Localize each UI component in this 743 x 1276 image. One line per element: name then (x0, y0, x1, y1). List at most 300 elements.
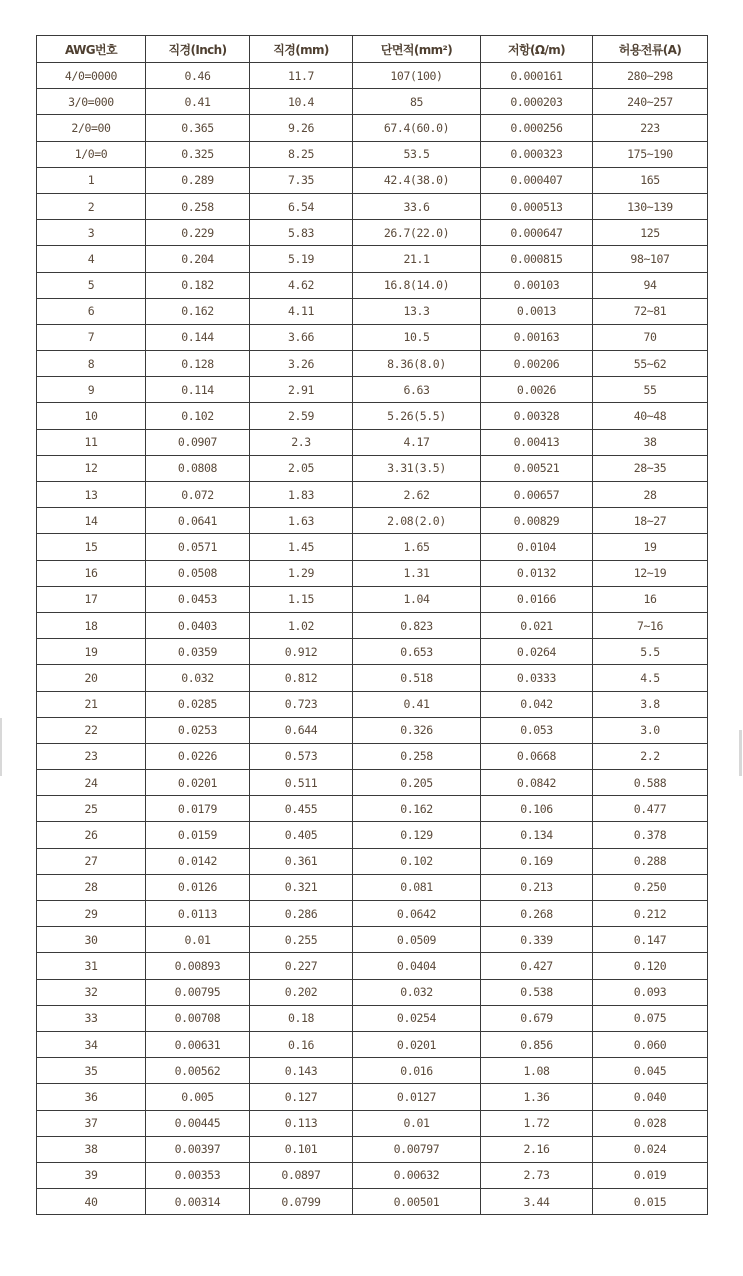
right-edge-mark (739, 730, 742, 776)
cell-resistance: 0.169 (481, 848, 593, 874)
cell-allowable-current: 0.250 (593, 874, 708, 900)
cell-allowable-current: 130~139 (593, 193, 708, 219)
cell-awg-number: 15 (37, 534, 146, 560)
cell-diameter-inch: 0.00397 (146, 1136, 250, 1162)
table-row (37, 822, 708, 848)
cell-awg-number: 29 (37, 901, 146, 927)
cell-allowable-current: 28~35 (593, 455, 708, 481)
cell-cross-section-area: 0.102 (353, 848, 481, 874)
table-row (37, 141, 708, 167)
cell-diameter-inch: 0.00795 (146, 979, 250, 1005)
table-row (37, 1031, 708, 1057)
cell-cross-section-area: 1.65 (353, 534, 481, 560)
table-row (37, 691, 708, 717)
cell-diameter-inch: 0.00353 (146, 1162, 250, 1188)
cell-allowable-current: 70 (593, 324, 708, 350)
cell-diameter-inch: 0.46 (146, 63, 250, 89)
cell-diameter-mm: 1.63 (250, 508, 353, 534)
cell-resistance: 0.0842 (481, 770, 593, 796)
cell-diameter-inch: 0.00445 (146, 1110, 250, 1136)
cell-awg-number: 12 (37, 455, 146, 481)
left-edge-mark (0, 718, 2, 776)
cell-diameter-inch: 0.162 (146, 298, 250, 324)
cell-awg-number: 40 (37, 1189, 146, 1215)
table-row (37, 639, 708, 665)
cell-diameter-mm: 6.54 (250, 193, 353, 219)
column-header-allowable-current: 허용전류(A) (593, 36, 708, 63)
cell-resistance: 0.213 (481, 874, 593, 900)
cell-awg-number: 1/0=0 (37, 141, 146, 167)
cell-diameter-mm: 0.16 (250, 1031, 353, 1057)
cell-diameter-inch: 0.0113 (146, 901, 250, 927)
cell-cross-section-area: 0.016 (353, 1058, 481, 1084)
cell-allowable-current: 7~16 (593, 612, 708, 638)
cell-awg-number: 7 (37, 324, 146, 350)
awg-wire-gauge-table (36, 35, 708, 1215)
cell-diameter-mm: 0.227 (250, 953, 353, 979)
table-row (37, 298, 708, 324)
cell-resistance: 0.00829 (481, 508, 593, 534)
cell-diameter-inch: 0.00631 (146, 1031, 250, 1057)
cell-diameter-inch: 0.258 (146, 193, 250, 219)
cell-diameter-mm: 1.83 (250, 482, 353, 508)
table-row (37, 193, 708, 219)
table-row (37, 1162, 708, 1188)
cell-resistance: 0.339 (481, 927, 593, 953)
cell-cross-section-area: 2.62 (353, 482, 481, 508)
table-row (37, 717, 708, 743)
table-row (37, 612, 708, 638)
cell-allowable-current: 18~27 (593, 508, 708, 534)
table-row (37, 508, 708, 534)
cell-cross-section-area: 0.01 (353, 1110, 481, 1136)
cell-awg-number: 4 (37, 246, 146, 272)
cell-awg-number: 3 (37, 220, 146, 246)
cell-diameter-mm: 0.723 (250, 691, 353, 717)
table-row (37, 351, 708, 377)
awg-table-container (36, 35, 708, 1215)
cell-diameter-inch: 0.0571 (146, 534, 250, 560)
cell-awg-number: 30 (37, 927, 146, 953)
cell-resistance: 0.021 (481, 612, 593, 638)
cell-resistance: 0.268 (481, 901, 593, 927)
cell-allowable-current: 94 (593, 272, 708, 298)
cell-allowable-current: 0.028 (593, 1110, 708, 1136)
cell-diameter-inch: 0.289 (146, 167, 250, 193)
cell-diameter-inch: 0.0453 (146, 586, 250, 612)
cell-cross-section-area: 1.04 (353, 586, 481, 612)
cell-resistance: 0.134 (481, 822, 593, 848)
cell-resistance: 0.0013 (481, 298, 593, 324)
cell-awg-number: 32 (37, 979, 146, 1005)
cell-resistance: 0.053 (481, 717, 593, 743)
cell-awg-number: 5 (37, 272, 146, 298)
table-row (37, 455, 708, 481)
cell-diameter-inch: 0.00708 (146, 1005, 250, 1031)
cell-allowable-current: 19 (593, 534, 708, 560)
cell-cross-section-area: 0.653 (353, 639, 481, 665)
cell-allowable-current: 0.588 (593, 770, 708, 796)
cell-diameter-mm: 0.511 (250, 770, 353, 796)
cell-awg-number: 3/0=000 (37, 89, 146, 115)
cell-diameter-inch: 0.114 (146, 377, 250, 403)
cell-diameter-mm: 0.812 (250, 665, 353, 691)
cell-allowable-current: 55~62 (593, 351, 708, 377)
cell-cross-section-area: 0.0254 (353, 1005, 481, 1031)
cell-diameter-mm: 0.644 (250, 717, 353, 743)
cell-resistance: 2.16 (481, 1136, 593, 1162)
cell-diameter-inch: 0.41 (146, 89, 250, 115)
cell-diameter-inch: 0.128 (146, 351, 250, 377)
table-row (37, 246, 708, 272)
cell-diameter-inch: 0.229 (146, 220, 250, 246)
cell-allowable-current: 280~298 (593, 63, 708, 89)
table-row (37, 665, 708, 691)
cell-awg-number: 20 (37, 665, 146, 691)
cell-allowable-current: 240~257 (593, 89, 708, 115)
table-row (37, 1189, 708, 1215)
table-row (37, 1058, 708, 1084)
cell-awg-number: 19 (37, 639, 146, 665)
cell-cross-section-area: 0.129 (353, 822, 481, 848)
cell-awg-number: 21 (37, 691, 146, 717)
cell-cross-section-area: 0.032 (353, 979, 481, 1005)
cell-diameter-mm: 10.4 (250, 89, 353, 115)
cell-awg-number: 4/0=0000 (37, 63, 146, 89)
cell-awg-number: 18 (37, 612, 146, 638)
cell-resistance: 0.00163 (481, 324, 593, 350)
cell-diameter-mm: 2.3 (250, 429, 353, 455)
cell-allowable-current: 40~48 (593, 403, 708, 429)
cell-resistance: 0.0668 (481, 743, 593, 769)
cell-resistance: 0.0264 (481, 639, 593, 665)
cell-diameter-inch: 0.032 (146, 665, 250, 691)
table-row (37, 586, 708, 612)
cell-diameter-mm: 0.101 (250, 1136, 353, 1162)
cell-diameter-mm: 0.202 (250, 979, 353, 1005)
cell-diameter-mm: 0.0897 (250, 1162, 353, 1188)
cell-resistance: 0.00206 (481, 351, 593, 377)
cell-diameter-mm: 11.7 (250, 63, 353, 89)
cell-diameter-mm: 5.83 (250, 220, 353, 246)
cell-cross-section-area: 13.3 (353, 298, 481, 324)
cell-cross-section-area: 16.8(14.0) (353, 272, 481, 298)
cell-diameter-inch: 0.325 (146, 141, 250, 167)
cell-diameter-mm: 0.143 (250, 1058, 353, 1084)
table-row (37, 220, 708, 246)
cell-diameter-inch: 0.005 (146, 1084, 250, 1110)
cell-allowable-current: 125 (593, 220, 708, 246)
cell-resistance: 0.000256 (481, 115, 593, 141)
table-row (37, 115, 708, 141)
cell-allowable-current: 0.093 (593, 979, 708, 1005)
cell-resistance: 2.73 (481, 1162, 593, 1188)
cell-diameter-mm: 0.286 (250, 901, 353, 927)
cell-diameter-mm: 0.361 (250, 848, 353, 874)
cell-resistance: 0.000513 (481, 193, 593, 219)
cell-diameter-mm: 2.05 (250, 455, 353, 481)
cell-cross-section-area: 26.7(22.0) (353, 220, 481, 246)
cell-cross-section-area: 6.63 (353, 377, 481, 403)
cell-cross-section-area: 2.08(2.0) (353, 508, 481, 534)
table-row (37, 1110, 708, 1136)
cell-awg-number: 13 (37, 482, 146, 508)
cell-allowable-current: 175~190 (593, 141, 708, 167)
cell-diameter-inch: 0.00562 (146, 1058, 250, 1084)
cell-diameter-inch: 0.00314 (146, 1189, 250, 1215)
cell-cross-section-area: 0.518 (353, 665, 481, 691)
cell-diameter-mm: 0.321 (250, 874, 353, 900)
column-header-diameter-mm: 직경(mm) (250, 36, 353, 63)
cell-diameter-inch: 0.0403 (146, 612, 250, 638)
cell-diameter-mm: 3.26 (250, 351, 353, 377)
table-row (37, 560, 708, 586)
cell-awg-number: 2 (37, 193, 146, 219)
cell-cross-section-area: 0.0509 (353, 927, 481, 953)
cell-allowable-current: 3.8 (593, 691, 708, 717)
cell-resistance: 0.000407 (481, 167, 593, 193)
cell-diameter-inch: 0.01 (146, 927, 250, 953)
cell-diameter-mm: 0.255 (250, 927, 353, 953)
cell-resistance: 0.538 (481, 979, 593, 1005)
cell-allowable-current: 0.212 (593, 901, 708, 927)
cell-diameter-mm: 2.91 (250, 377, 353, 403)
cell-cross-section-area: 21.1 (353, 246, 481, 272)
cell-allowable-current: 0.147 (593, 927, 708, 953)
table-row (37, 874, 708, 900)
cell-diameter-inch: 0.0359 (146, 639, 250, 665)
table-row (37, 403, 708, 429)
table-row (37, 848, 708, 874)
table-row (37, 63, 708, 89)
cell-awg-number: 31 (37, 953, 146, 979)
cell-resistance: 0.00328 (481, 403, 593, 429)
cell-cross-section-area: 0.0404 (353, 953, 481, 979)
table-row (37, 377, 708, 403)
cell-diameter-mm: 5.19 (250, 246, 353, 272)
table-row (37, 1136, 708, 1162)
cell-diameter-mm: 0.455 (250, 796, 353, 822)
cell-resistance: 0.00103 (481, 272, 593, 298)
cell-cross-section-area: 5.26(5.5) (353, 403, 481, 429)
cell-awg-number: 11 (37, 429, 146, 455)
cell-allowable-current: 0.060 (593, 1031, 708, 1057)
cell-diameter-mm: 0.912 (250, 639, 353, 665)
cell-diameter-mm: 0.113 (250, 1110, 353, 1136)
cell-cross-section-area: 1.31 (353, 560, 481, 586)
cell-allowable-current: 55 (593, 377, 708, 403)
cell-diameter-mm: 4.62 (250, 272, 353, 298)
cell-resistance: 0.856 (481, 1031, 593, 1057)
cell-diameter-inch: 0.0808 (146, 455, 250, 481)
cell-awg-number: 28 (37, 874, 146, 900)
table-row (37, 979, 708, 1005)
table-body (37, 63, 708, 1215)
cell-diameter-mm: 4.11 (250, 298, 353, 324)
cell-diameter-mm: 0.0799 (250, 1189, 353, 1215)
cell-awg-number: 34 (37, 1031, 146, 1057)
cell-resistance: 0.00521 (481, 455, 593, 481)
cell-diameter-inch: 0.0159 (146, 822, 250, 848)
column-header-resistance: 저항(Ω/m) (481, 36, 593, 63)
cell-cross-section-area: 4.17 (353, 429, 481, 455)
table-row (37, 770, 708, 796)
cell-diameter-mm: 1.29 (250, 560, 353, 586)
cell-allowable-current: 5.5 (593, 639, 708, 665)
cell-diameter-inch: 0.365 (146, 115, 250, 141)
cell-allowable-current: 0.015 (593, 1189, 708, 1215)
cell-diameter-mm: 2.59 (250, 403, 353, 429)
cell-awg-number: 17 (37, 586, 146, 612)
cell-resistance: 0.0166 (481, 586, 593, 612)
table-header-row (37, 36, 708, 63)
cell-cross-section-area: 0.41 (353, 691, 481, 717)
cell-resistance: 0.000815 (481, 246, 593, 272)
cell-cross-section-area: 33.6 (353, 193, 481, 219)
cell-diameter-inch: 0.102 (146, 403, 250, 429)
cell-resistance: 0.00657 (481, 482, 593, 508)
cell-diameter-inch: 0.182 (146, 272, 250, 298)
cell-diameter-inch: 0.0201 (146, 770, 250, 796)
cell-resistance: 0.0104 (481, 534, 593, 560)
cell-allowable-current: 0.378 (593, 822, 708, 848)
cell-diameter-mm: 1.02 (250, 612, 353, 638)
cell-awg-number: 6 (37, 298, 146, 324)
cell-awg-number: 26 (37, 822, 146, 848)
cell-cross-section-area: 0.823 (353, 612, 481, 638)
cell-awg-number: 35 (37, 1058, 146, 1084)
cell-cross-section-area: 3.31(3.5) (353, 455, 481, 481)
cell-resistance: 0.000323 (481, 141, 593, 167)
cell-resistance: 0.679 (481, 1005, 593, 1031)
cell-cross-section-area: 0.0127 (353, 1084, 481, 1110)
table-row (37, 901, 708, 927)
cell-cross-section-area: 0.00797 (353, 1136, 481, 1162)
cell-diameter-mm: 0.573 (250, 743, 353, 769)
cell-cross-section-area: 8.36(8.0) (353, 351, 481, 377)
cell-diameter-mm: 1.45 (250, 534, 353, 560)
cell-allowable-current: 223 (593, 115, 708, 141)
cell-diameter-mm: 9.26 (250, 115, 353, 141)
cell-awg-number: 14 (37, 508, 146, 534)
cell-diameter-inch: 0.0253 (146, 717, 250, 743)
cell-diameter-mm: 7.35 (250, 167, 353, 193)
cell-allowable-current: 0.288 (593, 848, 708, 874)
column-header-diameter-inch: 직경(Inch) (146, 36, 250, 63)
cell-diameter-inch: 0.0126 (146, 874, 250, 900)
cell-diameter-mm: 3.66 (250, 324, 353, 350)
cell-awg-number: 33 (37, 1005, 146, 1031)
cell-cross-section-area: 107(100) (353, 63, 481, 89)
cell-resistance: 0.00413 (481, 429, 593, 455)
cell-diameter-inch: 0.00893 (146, 953, 250, 979)
cell-cross-section-area: 0.0642 (353, 901, 481, 927)
cell-awg-number: 9 (37, 377, 146, 403)
table-row (37, 743, 708, 769)
cell-awg-number: 38 (37, 1136, 146, 1162)
cell-cross-section-area: 0.00632 (353, 1162, 481, 1188)
cell-resistance: 0.0132 (481, 560, 593, 586)
cell-awg-number: 22 (37, 717, 146, 743)
cell-awg-number: 2/0=00 (37, 115, 146, 141)
cell-resistance: 0.000203 (481, 89, 593, 115)
cell-allowable-current: 0.045 (593, 1058, 708, 1084)
cell-allowable-current: 16 (593, 586, 708, 612)
table-row (37, 482, 708, 508)
cell-awg-number: 16 (37, 560, 146, 586)
cell-cross-section-area: 0.162 (353, 796, 481, 822)
cell-cross-section-area: 0.081 (353, 874, 481, 900)
cell-allowable-current: 0.040 (593, 1084, 708, 1110)
cell-allowable-current: 4.5 (593, 665, 708, 691)
cell-resistance: 0.0026 (481, 377, 593, 403)
table-row (37, 953, 708, 979)
table-row (37, 89, 708, 115)
cell-resistance: 0.106 (481, 796, 593, 822)
cell-resistance: 1.72 (481, 1110, 593, 1136)
cell-allowable-current: 12~19 (593, 560, 708, 586)
cell-resistance: 0.000647 (481, 220, 593, 246)
cell-resistance: 0.427 (481, 953, 593, 979)
cell-allowable-current: 0.477 (593, 796, 708, 822)
cell-awg-number: 24 (37, 770, 146, 796)
cell-allowable-current: 165 (593, 167, 708, 193)
cell-diameter-inch: 0.0285 (146, 691, 250, 717)
cell-awg-number: 25 (37, 796, 146, 822)
table-row (37, 534, 708, 560)
cell-cross-section-area: 0.0201 (353, 1031, 481, 1057)
column-header-cross-section-area: 단면적(mm²) (353, 36, 481, 63)
cell-awg-number: 37 (37, 1110, 146, 1136)
cell-awg-number: 27 (37, 848, 146, 874)
cell-diameter-inch: 0.0226 (146, 743, 250, 769)
cell-cross-section-area: 42.4(38.0) (353, 167, 481, 193)
cell-allowable-current: 38 (593, 429, 708, 455)
table-row (37, 429, 708, 455)
cell-awg-number: 8 (37, 351, 146, 377)
cell-allowable-current: 0.075 (593, 1005, 708, 1031)
cell-diameter-mm: 1.15 (250, 586, 353, 612)
cell-diameter-inch: 0.0508 (146, 560, 250, 586)
cell-resistance: 0.000161 (481, 63, 593, 89)
cell-cross-section-area: 85 (353, 89, 481, 115)
cell-cross-section-area: 0.326 (353, 717, 481, 743)
table-row (37, 324, 708, 350)
cell-diameter-mm: 8.25 (250, 141, 353, 167)
cell-resistance: 0.042 (481, 691, 593, 717)
cell-resistance: 0.0333 (481, 665, 593, 691)
cell-allowable-current: 72~81 (593, 298, 708, 324)
cell-resistance: 3.44 (481, 1189, 593, 1215)
cell-diameter-mm: 0.405 (250, 822, 353, 848)
column-header-awg-number: AWG번호 (37, 36, 146, 63)
cell-diameter-mm: 0.18 (250, 1005, 353, 1031)
cell-diameter-inch: 0.0907 (146, 429, 250, 455)
cell-diameter-inch: 0.0142 (146, 848, 250, 874)
table-row (37, 167, 708, 193)
cell-cross-section-area: 53.5 (353, 141, 481, 167)
cell-diameter-inch: 0.144 (146, 324, 250, 350)
cell-allowable-current: 2.2 (593, 743, 708, 769)
cell-awg-number: 39 (37, 1162, 146, 1188)
cell-allowable-current: 0.019 (593, 1162, 708, 1188)
cell-allowable-current: 0.024 (593, 1136, 708, 1162)
cell-diameter-inch: 0.204 (146, 246, 250, 272)
cell-awg-number: 23 (37, 743, 146, 769)
cell-resistance: 1.08 (481, 1058, 593, 1084)
cell-cross-section-area: 0.205 (353, 770, 481, 796)
cell-diameter-inch: 0.0179 (146, 796, 250, 822)
